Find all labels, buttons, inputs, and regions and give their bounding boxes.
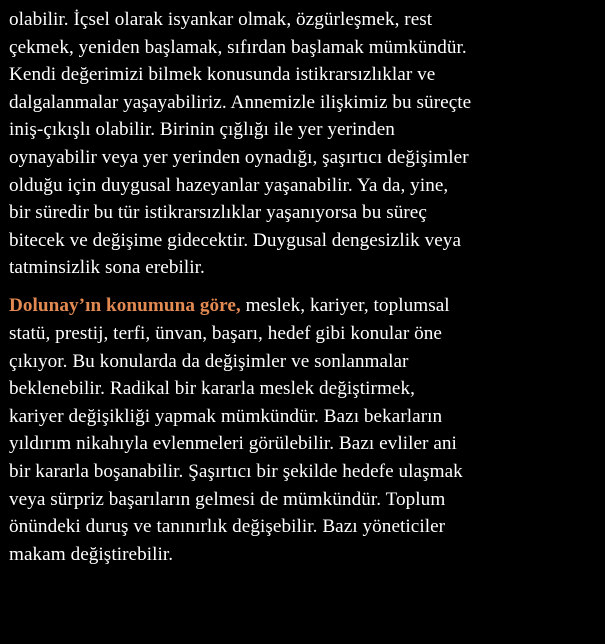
text-line: dalgalanmalar yaşayabiliriz. Annemizle ilişkimiz bu süreçte (9, 91, 472, 113)
text-line: bir kararla boşanabilir. Şaşırtıcı bir şekilde hedefe ulaşmak (9, 461, 463, 482)
text-line: çıkıyor. Bu konularda da değişimler ve sonlanmalar (9, 350, 409, 372)
text-line: olduğu için duygusal hazeyanlar yaşanabilir. Ya da, yine, (9, 174, 449, 196)
paragraph-emotional-changes (9, 6, 599, 282)
text-line-continuation: meslek, kariyer, toplumsal (240, 295, 450, 317)
text-line: makam değiştirebilir. (9, 543, 174, 565)
text-line: çekmek, yeniden başlamak, sıfırdan başlamak mümkündür. (9, 36, 467, 58)
text-line: yıldırım nikahıyla evlenmeleri görülebilir. Bazı evliler ani (9, 433, 457, 455)
text-line: kariyer değişikliği yapmak mümkündür. Bazı bekarların (9, 405, 443, 427)
text-line (9, 292, 599, 320)
text-line: önündeki duruş ve tanınırlık değişebilir. Bazı yöneticiler (9, 516, 446, 538)
text-line: tatminsizlik sona erebilir. (9, 257, 205, 279)
paragraph-career-changes (9, 292, 599, 568)
highlighted-heading-text: Dolunay’ın konumuna göre, (9, 295, 241, 317)
text-line: statü, prestij, terfi, ünvan, başarı, hedef gibi konular öne (9, 323, 442, 345)
document-page (9, 6, 599, 568)
text-line: bir süredir bu tür istikrarsızlıklar yaşanıyorsa bu süreç (9, 202, 427, 224)
text-line: Kendi değerimizi bilmek konusunda istikrarsızlıklar ve (9, 64, 436, 86)
text-line: olabilir. İçsel olarak isyankar olmak, özgürleşmek, rest (9, 9, 433, 30)
text-line: bitecek ve değişime gidecektir. Duygusal dengesizlik veya (9, 229, 462, 251)
text-line: beklenebilir. Radikal bir kararla meslek değiştirmek, (9, 378, 415, 400)
text-line: iniş-çıkışlı olabilir. Birinin çığlığı ile yer yerinden (9, 119, 395, 141)
text-line: veya sürpriz başarıların gelmesi de mümkündür. Toplum (9, 488, 446, 510)
text-line: oynayabilir veya yer yerinden oynadığı, şaşırtıcı değişimler (9, 146, 469, 168)
